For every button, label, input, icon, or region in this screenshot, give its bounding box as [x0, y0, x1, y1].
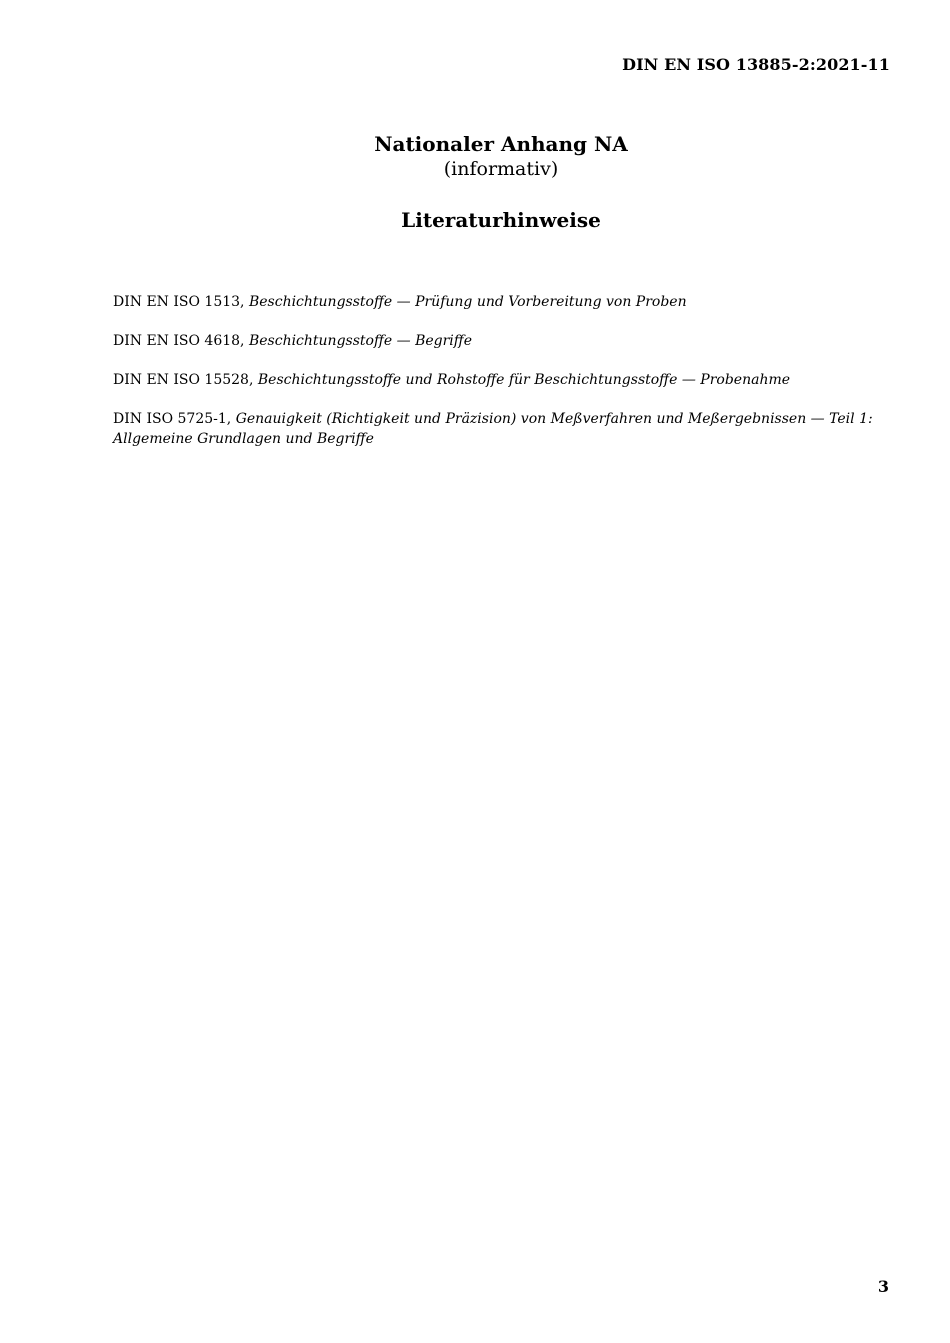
reference-item: [113, 409, 873, 449]
annex-title: Nationaler Anhang NA: [374, 132, 628, 156]
annex-subtitle: (informativ): [443, 158, 559, 180]
reference-item: [113, 331, 873, 351]
reference-title: Genauigkeit (Richtigkeit und Präzision) von Meßverfahren und Meßergebnissen — Teil 1: Allgemeine Grundlagen und Begriffe: [113, 411, 873, 447]
page-number: 3: [877, 1277, 889, 1296]
reference-item: [113, 292, 873, 312]
reference-number: DIN EN ISO 1513,: [113, 294, 245, 310]
literature-heading: Literaturhinweise: [401, 208, 601, 232]
reference-list: [113, 292, 873, 468]
annex-heading: [0, 131, 950, 181]
document-id: DIN EN ISO 13885-2:2021-11: [622, 55, 890, 74]
reference-number: DIN ISO 5725-1,: [113, 411, 232, 427]
reference-title: Beschichtungsstoffe — Prüfung und Vorbereitung von Proben: [248, 294, 687, 310]
reference-number: DIN EN ISO 4618,: [113, 333, 245, 349]
reference-title: Beschichtungsstoffe — Begriffe: [248, 333, 472, 349]
reference-number: DIN EN ISO 15528,: [113, 372, 254, 388]
reference-title: Beschichtungsstoffe und Rohstoffe für Beschichtungsstoffe — Probenahme: [257, 372, 791, 388]
reference-item: [113, 370, 873, 390]
